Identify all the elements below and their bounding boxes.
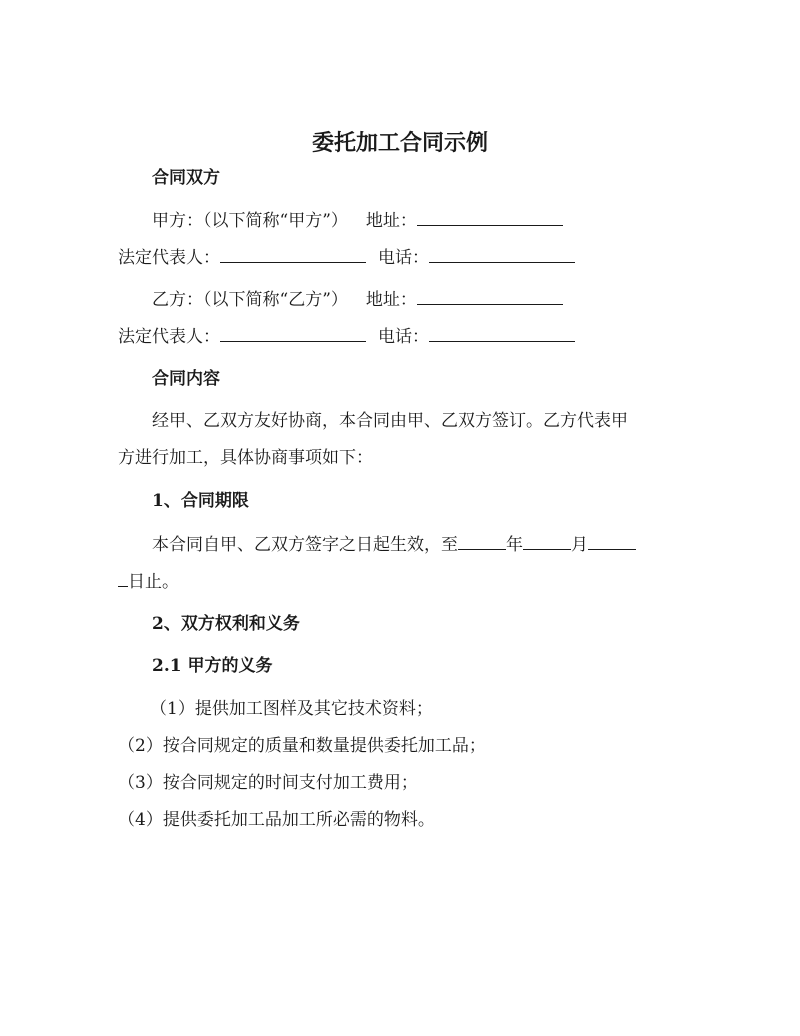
content-heading: 合同内容 — [152, 369, 220, 389]
party-a-rep-blank — [220, 245, 366, 263]
month-label: 月 — [571, 535, 588, 555]
party-a-address-blank — [417, 208, 563, 226]
parties-heading: 合同双方 — [152, 168, 220, 188]
obligation-item: （2）按合同规定的质量和数量提供委托加工品； — [118, 736, 486, 756]
document-title: 委托加工合同示例 — [311, 130, 488, 156]
year-blank — [458, 532, 506, 550]
party-b-address-label: 地址： — [365, 290, 417, 310]
party-a-intro: 甲方：（以下简称“甲方”） — [152, 211, 348, 231]
year-label: 年 — [506, 535, 523, 555]
content-paragraph-line1: 经甲、乙双方友好协商，本合同由甲、乙双方签订。乙方代表甲 — [152, 411, 628, 431]
party-a-rep-label: 法定代表人： — [118, 248, 220, 268]
party-b-rep-line — [118, 324, 575, 349]
obligation-item: （4）提供委托加工品加工所必需的物料。 — [118, 810, 435, 830]
content-paragraph-line2: 方进行加工，具体协商事项如下： — [118, 448, 373, 468]
section1-text-line1 — [152, 532, 636, 557]
section2-heading: 2、双方权利和义务 — [152, 614, 300, 634]
party-b-phone-label: 电话： — [378, 327, 429, 347]
party-b-line — [152, 287, 563, 312]
section1-text-line2 — [118, 569, 179, 594]
party-b-rep-label: 法定代表人： — [118, 327, 220, 347]
party-b-intro: 乙方：（以下简称“乙方”） — [152, 290, 348, 310]
party-a-phone-label: 电话： — [378, 248, 429, 268]
section1-heading: 1、合同期限 — [152, 491, 249, 511]
day-end-label: 日止。 — [128, 572, 179, 592]
party-a-line — [152, 208, 563, 233]
party-b-phone-blank — [429, 324, 575, 342]
party-a-address-label: 地址： — [365, 211, 417, 231]
party-a-phone-blank — [429, 245, 575, 263]
party-b-rep-blank — [220, 324, 366, 342]
section21-heading: 2.1 甲方的义务 — [152, 656, 273, 676]
party-b-address-blank — [417, 287, 563, 305]
day-blank — [588, 532, 636, 550]
day-blank-continued — [118, 569, 128, 587]
obligation-item: （3）按合同规定的时间支付加工费用； — [118, 773, 418, 793]
month-blank — [523, 532, 571, 550]
party-a-rep-line — [118, 245, 575, 270]
obligation-item: （1）提供加工图样及其它技术资料； — [150, 699, 433, 719]
section1-text: 本合同自甲、乙双方签字之日起生效，至 — [152, 535, 458, 555]
